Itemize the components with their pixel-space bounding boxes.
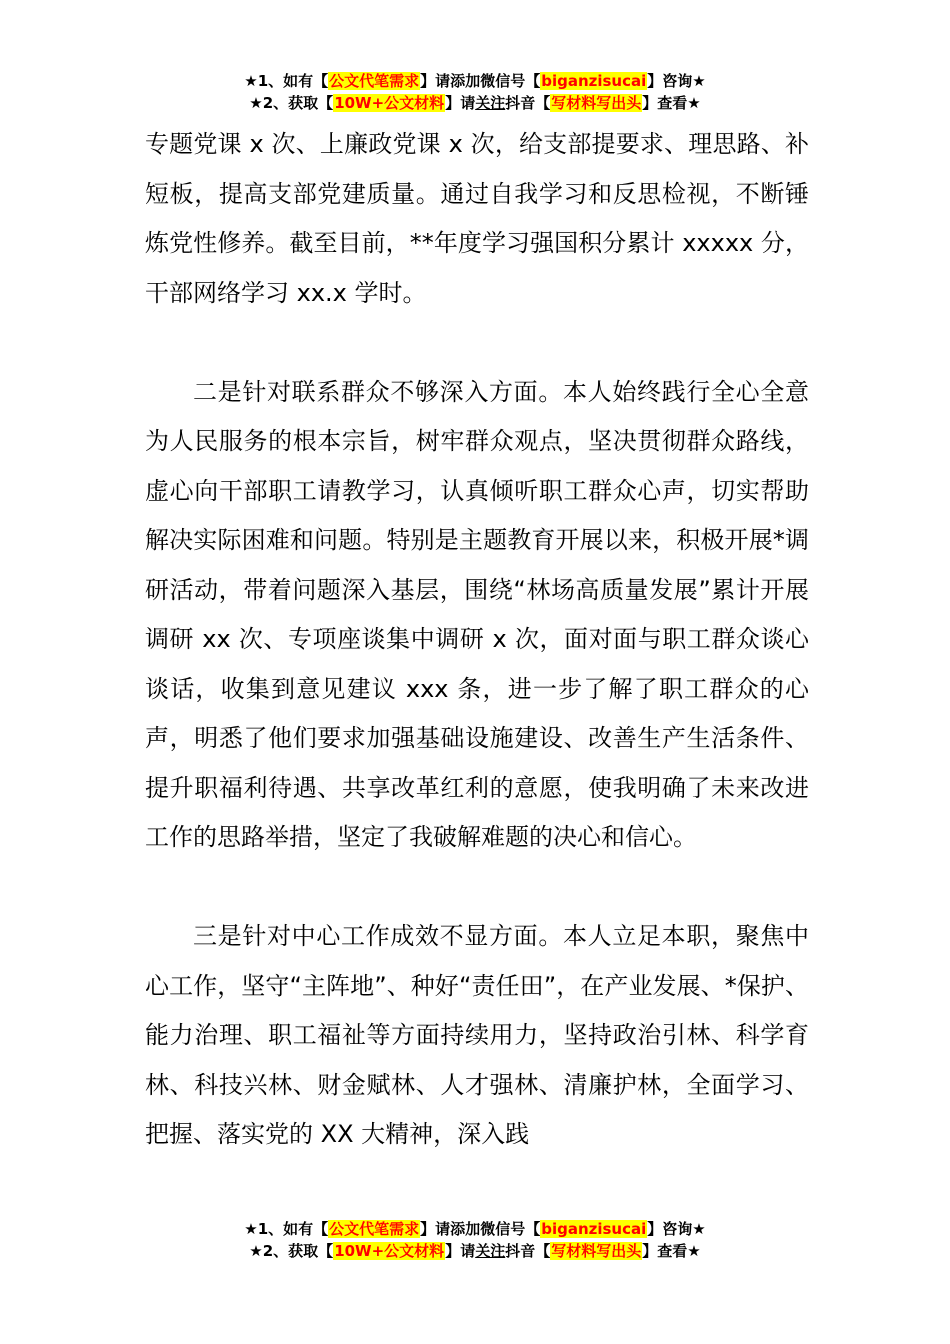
- banner-text: 】查看★: [642, 1242, 701, 1260]
- banner-text: 】请: [445, 1242, 476, 1260]
- banner-text: 微信号【: [480, 72, 541, 90]
- header-banner-line-2: [0, 92, 950, 114]
- banner-text: ★1、如有【: [244, 72, 329, 90]
- header-banner: [0, 70, 950, 114]
- banner-highlight-wechat-id: biganzisucai: [541, 72, 647, 90]
- banner-text: 】咨询★: [647, 72, 706, 90]
- banner-text: ★2、获取【: [249, 1242, 334, 1260]
- document-body: [145, 120, 809, 1160]
- banner-highlight-materials: 10W+公文材料: [334, 1242, 445, 1260]
- paragraph-1: 专题党课 x 次、上廉政党课 x 次，给支部提要求、理思路、补短板，提高支部党建质量。通过自我学习和反思检视，不断锤炼党性修养。截至目前，**年度学习强国积分累计 xxxxx 分，干部网络学习 xx.x 学时。: [145, 130, 809, 307]
- banner-text: 抖音【: [505, 1242, 551, 1260]
- paragraph-2: 二是针对联系群众不够深入方面。本人始终践行全心全意为人民服务的根本宗旨，树牢群众观点，坚决贯彻群众路线，虚心向干部职工请教学习，认真倾听职工群众心声，切实帮助解决实际困难和问题。特别是主题教育开展以来，积极开展*调研活动，带着问题深入基层，围绕“林场高质量发展”累计开展调研 xx 次、专项座谈集中调研 x 次，面对面与职工群众谈心谈话，收集到意见建议 xxx 条，进一步了解了职工群众的心声，明悉了他们要求加强基础设施建设、改善生产生活条件、提升职福利待遇、共享改革红利的意愿，使我明确了未来改进工作的思路举措，坚定了我破解难题的决心和信心。: [145, 377, 809, 851]
- footer-banner: [0, 1218, 950, 1262]
- banner-text: 】查看★: [642, 94, 701, 112]
- banner-highlight-materials: 10W+公文材料: [334, 94, 445, 112]
- banner-text: 】请添: [420, 1220, 466, 1238]
- banner-text: 抖音【: [505, 94, 551, 112]
- banner-highlight-douyin: 写材料写出头: [551, 94, 642, 112]
- banner-text: 】咨询★: [647, 1220, 706, 1238]
- banner-highlight-douyin: 写材料写出头: [551, 1242, 642, 1260]
- banner-text: 关注: [475, 1242, 506, 1260]
- banner-highlight-ghostwriting: 公文代笔需求: [329, 72, 420, 90]
- footer-banner-line-2: [0, 1240, 950, 1262]
- banner-highlight-wechat-id: biganzisucai: [541, 1220, 647, 1238]
- banner-text: 微信号【: [480, 1220, 541, 1238]
- banner-text: 】请添: [420, 72, 466, 90]
- banner-highlight-ghostwriting: 公文代笔需求: [329, 1220, 420, 1238]
- banner-text: 】请: [445, 94, 476, 112]
- banner-text: 关注: [475, 94, 506, 112]
- paragraph-3: 三是针对中心工作成效不显方面。本人立足本职，聚焦中心工作，坚守“主阵地”、种好“责任田”，在产业发展、*保护、能力治理、职工福祉等方面持续用力，坚持政治引林、科学育林、科技兴林、财金赋林、人才强林、清廉护林，全面学习、把握、落实党的 XX 大精神，深入践: [145, 922, 809, 1148]
- banner-text: 加: [465, 1220, 481, 1238]
- banner-text: 加: [465, 72, 481, 90]
- banner-text: ★2、获取【: [249, 94, 334, 112]
- footer-banner-line-1: [0, 1218, 950, 1240]
- banner-text: ★1、如有【: [244, 1220, 329, 1238]
- header-banner-line-1: [0, 70, 950, 92]
